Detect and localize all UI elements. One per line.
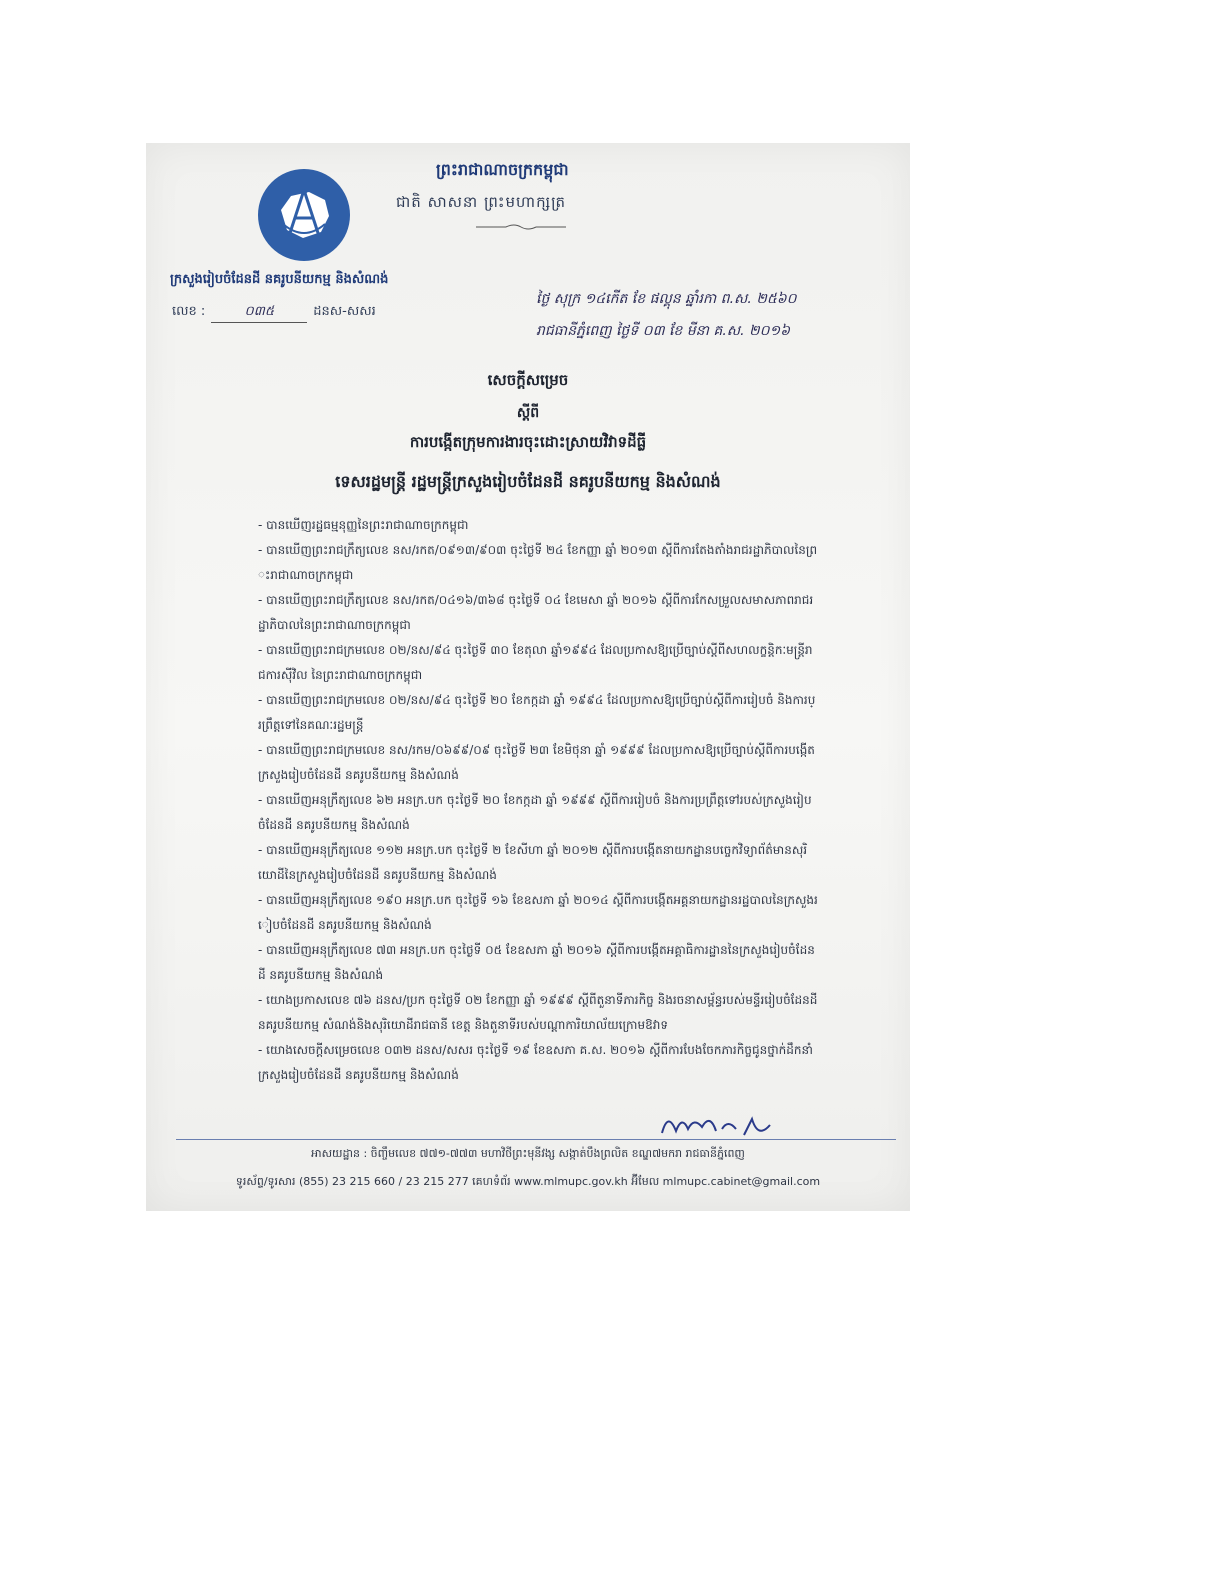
footer-address: អាសយដ្ឋាន : ចិញ្ចឹមលេខ ៧៧១-៧៧៣ មហាវិថីព្រះមុនីវង្ស សង្កាត់បឹងព្រលិត ខណ្ឌ៧មករា រាជធានីភ្នំពេញ bbox=[311, 1147, 745, 1160]
decision-about: ស្តីពី bbox=[516, 405, 540, 421]
considerations-list bbox=[258, 513, 818, 1088]
decision-subject: ការបង្កើតក្រុមការងារចុះដោះស្រាយវិវាទដីធ្លី bbox=[409, 433, 647, 451]
list-item: - យោងសេចក្តីសម្រេចលេខ ០៣២ ដនស/សសរ ចុះថ្ងៃទី ១៩ ខែឧសភា គ.ស. ២០១៦ ស្តីពីការបែងចែកភារកិច្ចជូនថ្នាក់ដឹកនាំក្រសួងរៀបចំដែនដី នគរូបនីយកម្ម និងសំណង់ bbox=[258, 1038, 818, 1088]
list-item: - បានឃើញព្រះរាជក្រឹត្យលេខ នស/រកត/០៤១៦/៣៦៨ ចុះថ្ងៃទី ០៤ ខែមេសា ឆ្នាំ ២០១៦ ស្តីពីការកែសម្រួលសមាសភាពរាជរដ្ឋាភិបាលនៃព្រះរាជាណាចក្រកម្ពុជា bbox=[258, 588, 818, 638]
list-item: - បានឃើញព្រះរាជក្រមលេខ នស/រកម/០៦៩៩/០៩ ចុះថ្ងៃទី ២៣ ខែមិថុនា ឆ្នាំ ១៩៩៩ ដែលប្រកាសឱ្យប្រើច្បាប់ស្តីពីការបង្កើតក្រសួងរៀបចំដែនដី នគរូបនីយកម្ម និងសំណង់ bbox=[258, 738, 818, 788]
footer-divider bbox=[176, 1139, 896, 1140]
lunar-date: ថ្ងៃ សុក្រ ១៤កើត ខែ ផល្គុន ឆ្នាំរកា ព.ស. ២៥៦០ bbox=[536, 291, 797, 307]
decision-title: សេចក្តីសម្រេច bbox=[487, 371, 569, 389]
footer-contact: ទូរស័ព្ទ/ទូរសារ (855) 23 215 660 / 23 215 277 គេហទំព័រ www.mlmupc.gov.kh អ៊ីមែល mlmupc.cabinet@gmail.com bbox=[235, 1175, 821, 1188]
list-item: - បានឃើញអនុក្រឹត្យលេខ ១៩០ អនក្រ.បក ចុះថ្ងៃទី ១៦ ខែឧសភា ឆ្នាំ ២០១៤ ស្តីពីការបង្កើតអគ្គនាយកដ្ឋានរដ្ឋបាលនៃក្រសួងរៀបចំដែនដី នគរូបនីយកម្ម និងសំណង់ bbox=[258, 888, 818, 938]
list-item: - បានឃើញព្រះរាជក្រមលេខ ០២/នស/៩៤ ចុះថ្ងៃទី ៣០ ខែតុលា ឆ្នាំ១៩៩៤ ដែលប្រកាសឱ្យប្រើច្បាប់ស្តីពីសហលក្ខន្តិកៈមន្ត្រីរាជការស៊ីវិល នៃព្រះរាជាណាចក្រកម្ពុជា bbox=[258, 638, 818, 688]
reference-suffix: ដនស-សសរ bbox=[313, 304, 376, 319]
list-item: - បានឃើញព្រះរាជក្រមលេខ ០២/នស/៩៤ ចុះថ្ងៃទី ២០ ខែកក្កដា ឆ្នាំ ១៩៩៤ ដែលប្រកាសឱ្យប្រើច្បាប់ស្តីពីការរៀបចំ និងការប្រព្រឹត្តទៅនៃគណៈរដ្ឋមន្ត្រី bbox=[258, 688, 818, 738]
reference-line bbox=[172, 303, 376, 323]
decision-authority: ទេសរដ្ឋមន្ត្រី រដ្ឋមន្ត្រីក្រសួងរៀបចំដែនដី នគរូបនីយកម្ម និងសំណង់ bbox=[335, 472, 721, 491]
list-item: - បានឃើញអនុក្រឹត្យលេខ ៦២ អនក្រ.បក ចុះថ្ងៃទី ២០ ខែកក្កដា ឆ្នាំ ១៩៩៩ ស្តីពីការរៀបចំ និងការប្រព្រឹត្តទៅរបស់ក្រសួងរៀបចំដែនដី នគរូបនីយកម្ម និងសំណង់ bbox=[258, 788, 818, 838]
kingdom-heading: ព្រះរាជាណាចក្រកម្ពុជា bbox=[436, 160, 569, 179]
document-photo bbox=[146, 143, 910, 1211]
national-motto: ជាតិ សាសនា ព្រះមហាក្សត្រ bbox=[396, 193, 567, 211]
reference-number: ០៣៥ bbox=[211, 303, 307, 323]
flourish-divider-icon bbox=[476, 223, 566, 231]
ministry-logo-icon bbox=[258, 169, 350, 261]
list-item: - បានឃើញអនុក្រឹត្យលេខ ៧៣ អនក្រ.បក ចុះថ្ងៃទី ០៥ ខែឧសភា ឆ្នាំ ២០១៦ ស្តីពីការបង្កើតអគ្គាធិការដ្ឋាននៃក្រសួងរៀបចំដែនដី នគរូបនីយកម្ម និងសំណង់ bbox=[258, 938, 818, 988]
list-item: - បានឃើញអនុក្រឹត្យលេខ ១១២ អនក្រ.បក ចុះថ្ងៃទី ២ ខែសីហា ឆ្នាំ ២០១២ ស្តីពីការបង្កើតនាយកដ្ឋានបច្ចេកវិទ្យាព័ត៌មានសុរិយោដីនៃក្រសួងរៀបចំដែនដី នគរូបនីយកម្ម និងសំណង់ bbox=[258, 838, 818, 888]
ministry-name: ក្រសួងរៀបចំដែនដី នគរូបនីយកម្ម និងសំណង់ bbox=[170, 272, 389, 287]
solar-date: រាជធានីភ្នំពេញ ថ្ងៃទី ០៣ ខែ មីនា គ.ស. ២០១៦ bbox=[536, 323, 791, 339]
reference-label: លេខ : bbox=[172, 304, 206, 319]
list-item: - បានឃើញព្រះរាជក្រឹត្យលេខ នស/រកត/០៩១៣/៩០៣ ចុះថ្ងៃទី ២៤ ខែកញ្ញា ឆ្នាំ ២០១៣ ស្តីពីការតែងតាំងរាជរដ្ឋាភិបាលនៃព្រះរាជាណាចក្រកម្ពុជា bbox=[258, 538, 818, 588]
list-item: - បានឃើញរដ្ឋធម្មនុញ្ញនៃព្រះរាជាណាចក្រកម្ពុជា bbox=[258, 513, 818, 538]
list-item: - យោងប្រកាសលេខ ៧៦ ដនស/ប្រក ចុះថ្ងៃទី ០២ ខែកញ្ញា ឆ្នាំ ១៩៩៩ ស្តីពីតួនាទីភារកិច្ច និងរចនាសម្ព័ន្ធរបស់មន្ទីររៀបចំដែនដី នគរូបនីយកម្ម សំណង់និងសុរិយោដីរាជធានី ខេត្ត និងតួនាទីរបស់បណ្តាការិយាល័យក្រោមឱវាទ bbox=[258, 988, 818, 1038]
